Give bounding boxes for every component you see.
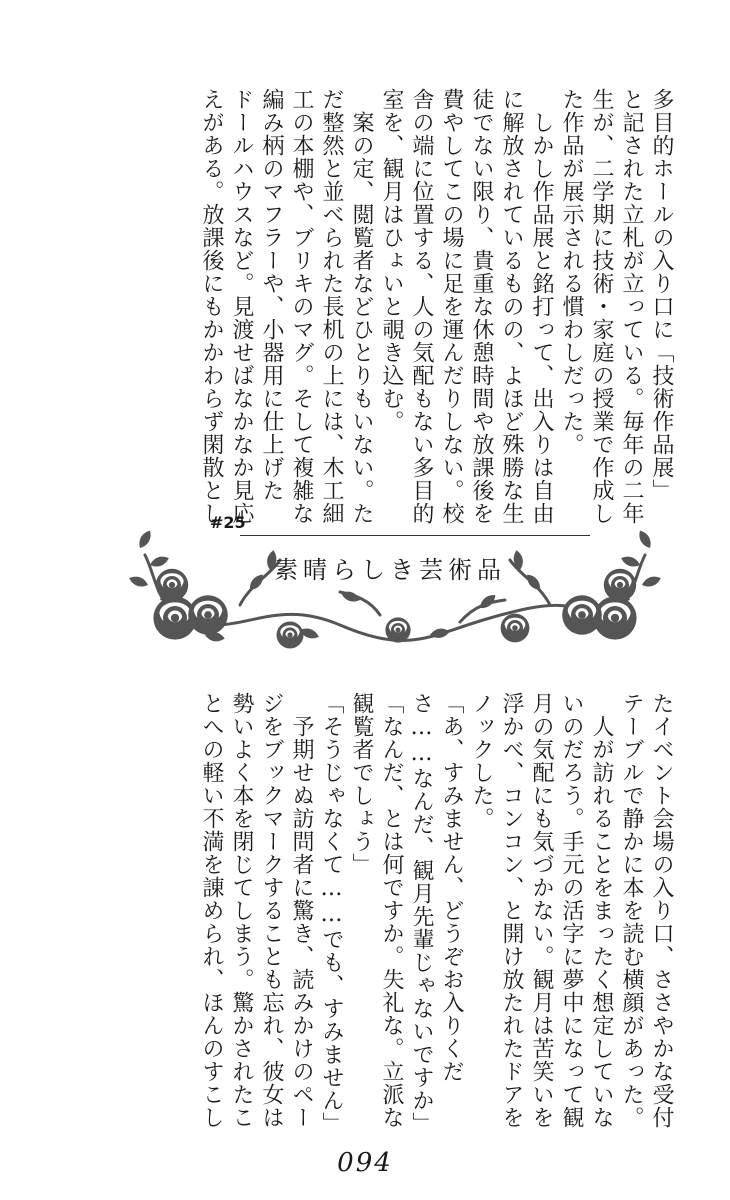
text-line: 編み柄のマフラーや、小器用に仕上げた	[259, 88, 284, 502]
text-line: 多目的ホールの入り口に「技術作品展」	[649, 88, 674, 502]
chapter-number: #25	[210, 513, 246, 532]
text-line: に解放されているものの、よほど殊勝な生	[499, 88, 524, 525]
text-line: 案の定、閲覧者などひとりもいない。た	[349, 88, 374, 525]
text-line: 人が訪れることをまったく想定していな	[589, 692, 614, 1129]
text-line: ノックした。	[469, 692, 494, 830]
text-line: 生が、二学期に技術・家庭の授業で作成し	[589, 88, 614, 525]
text-line: 「あ、すみません、どうぞお入りくだ	[439, 692, 464, 1083]
text-line: 室を、観月はひょいと覗き込む。	[379, 88, 404, 433]
text-line: 浮かべ、コンコン、と開け放たれたドアを	[499, 692, 524, 1129]
text-line: テーブルで静かに本を読む横顔があった。	[619, 692, 644, 1129]
chapter-divider	[240, 535, 590, 536]
chapter-title: 素晴らしき芸術品	[274, 556, 506, 584]
page-number: 094	[337, 1148, 393, 1178]
text-line: 勢いよく本を閉じてしまう。驚かされたこ	[229, 692, 254, 1129]
text-line: しかし作品展と銘打って、出入りは自由	[529, 88, 554, 525]
text-line: 月の気配にも気づかない。観月は苦笑いを	[529, 692, 554, 1129]
text-line: た作品が展示される慣わしだった。	[559, 88, 584, 456]
text-line: ドールハウスなど。見渡せばなかなか見応	[229, 88, 254, 525]
text-line: だ整然と並べられた長机の上には、木工細	[319, 88, 344, 525]
text-line: さ……なんだ、観月先輩じゃないですか」	[409, 692, 434, 1135]
text-line: と記された立札が立っている。毎年の二年	[619, 88, 644, 525]
text-line: 舎の端に位置する、人の気配もない多目的	[409, 88, 434, 525]
text-line: とへの軽い不満を諌められ、ほんのすこし	[199, 692, 224, 1129]
text-line: ジをブックマークすることも忘れ、彼女は	[259, 692, 284, 1129]
text-line: 観覧者でしょう」	[349, 692, 374, 876]
text-line: 予期せぬ訪問者に驚き、読みかけのペー	[289, 692, 314, 1129]
text-line: えがある。放課後にもかかわらず閑散とし	[199, 88, 224, 525]
text-line: いのだろう。手元の活字に夢中になって観	[559, 692, 584, 1129]
text-line: 徒でない限り、貴重な休憩時間や放課後を	[469, 88, 494, 525]
text-line: たイベント会場の入り口、ささやかな受付	[649, 692, 674, 1129]
text-line: 「そうじゃなくて……でも、すみません」	[319, 692, 344, 1135]
text-line: 「なんだ、とは何ですか。失礼な。立派な	[379, 692, 404, 1129]
text-line: 工の本棚や、ブリキのマグ。そして複雑な	[289, 88, 314, 525]
text-line: 費やしてこの場に足を運んだりしない。校	[439, 88, 464, 525]
